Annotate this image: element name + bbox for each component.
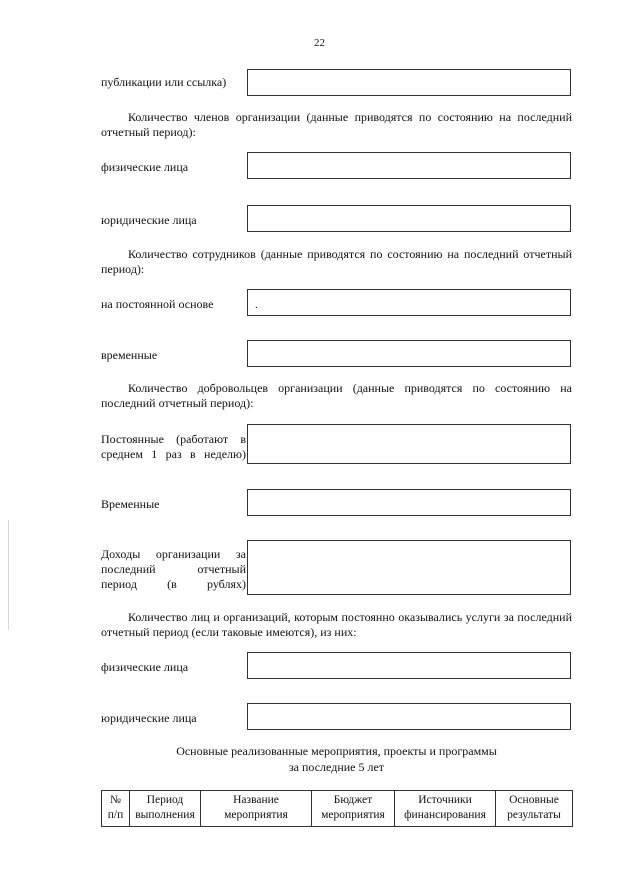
beneficiaries-paragraph: [101, 610, 572, 640]
header-results-line2: результаты: [507, 809, 561, 821]
page-number: 22: [314, 37, 325, 49]
staff-temporary-field[interactable]: [247, 340, 571, 367]
members-paragraph: [101, 110, 572, 140]
activities-table: [101, 790, 573, 827]
header-funding-line1: Источники: [418, 794, 472, 806]
income-label: Доходы организации за последний отчетный период (в рублях): [101, 547, 246, 591]
staff-temporary-label: временные: [101, 348, 158, 362]
section-title-line2: за последние 5 лет: [288, 760, 385, 774]
beneficiaries-text: Количество лиц и организаций, которым постоянно оказывались услуги за последний отчетный период (если таковые имеются), из них:: [101, 610, 572, 639]
scan-artifact: [8, 520, 9, 630]
volunteers-temporary-field[interactable]: [247, 489, 571, 516]
header-budget-line1: Бюджет: [333, 794, 373, 806]
beneficiaries-legal-entities-label: юридические лица: [101, 711, 197, 725]
header-period: [130, 791, 201, 827]
volunteers-permanent-field[interactable]: [247, 424, 571, 464]
header-period-line2: выполнения: [135, 809, 195, 821]
header-funding: [395, 791, 496, 827]
income-field[interactable]: [247, 540, 571, 595]
header-budget-line2: мероприятия: [321, 809, 385, 821]
volunteers-temporary-label: Временные: [101, 497, 160, 511]
staff-text: Количество сотрудников (данные приводятся по состоянию на последний отчетный период):: [101, 247, 572, 276]
header-number-line1: №: [110, 794, 121, 806]
header-results: [496, 791, 573, 827]
table-header-row: [102, 791, 573, 827]
volunteers-text: Количество добровольцев организации (данные приводятся по состоянию на последний отчетный период):: [101, 381, 572, 410]
beneficiaries-individuals-label: физические лица: [101, 660, 189, 674]
volunteers-permanent-label: Постоянные (работают в среднем 1 раз в неделю): [101, 432, 246, 461]
volunteers-paragraph: [101, 381, 572, 411]
section-title: [101, 743, 572, 775]
beneficiaries-legal-entities-field[interactable]: [247, 703, 571, 730]
header-name-line2: мероприятия: [224, 809, 288, 821]
section-title-line1: Основные реализованные мероприятия, проекты и программы: [176, 744, 497, 758]
header-number: [102, 791, 130, 827]
header-number-line2: п/п: [107, 809, 124, 821]
header-budget: [312, 791, 395, 827]
header-funding-line2: финансирования: [404, 809, 486, 821]
members-individuals-label: физические лица: [101, 160, 189, 174]
header-name: [201, 791, 312, 827]
staff-paragraph: [101, 247, 572, 277]
header-results-line1: Основные: [509, 794, 559, 806]
staff-permanent-value: .: [255, 299, 258, 311]
members-legal-entities-field[interactable]: [247, 205, 571, 232]
beneficiaries-individuals-field[interactable]: [247, 652, 571, 679]
staff-permanent-label: на постоянной основе: [101, 297, 214, 311]
publications-label: публикации или ссылка): [101, 75, 227, 89]
header-name-line1: Название: [233, 794, 279, 806]
header-period-line1: Период: [146, 794, 184, 806]
publications-field[interactable]: [247, 69, 571, 96]
members-text: Количество членов организации (данные приводятся по состоянию на последний отчетный период):: [101, 110, 572, 139]
members-individuals-field[interactable]: [247, 152, 571, 179]
staff-permanent-field[interactable]: [247, 289, 571, 316]
members-legal-entities-label: юридические лица: [101, 213, 197, 227]
